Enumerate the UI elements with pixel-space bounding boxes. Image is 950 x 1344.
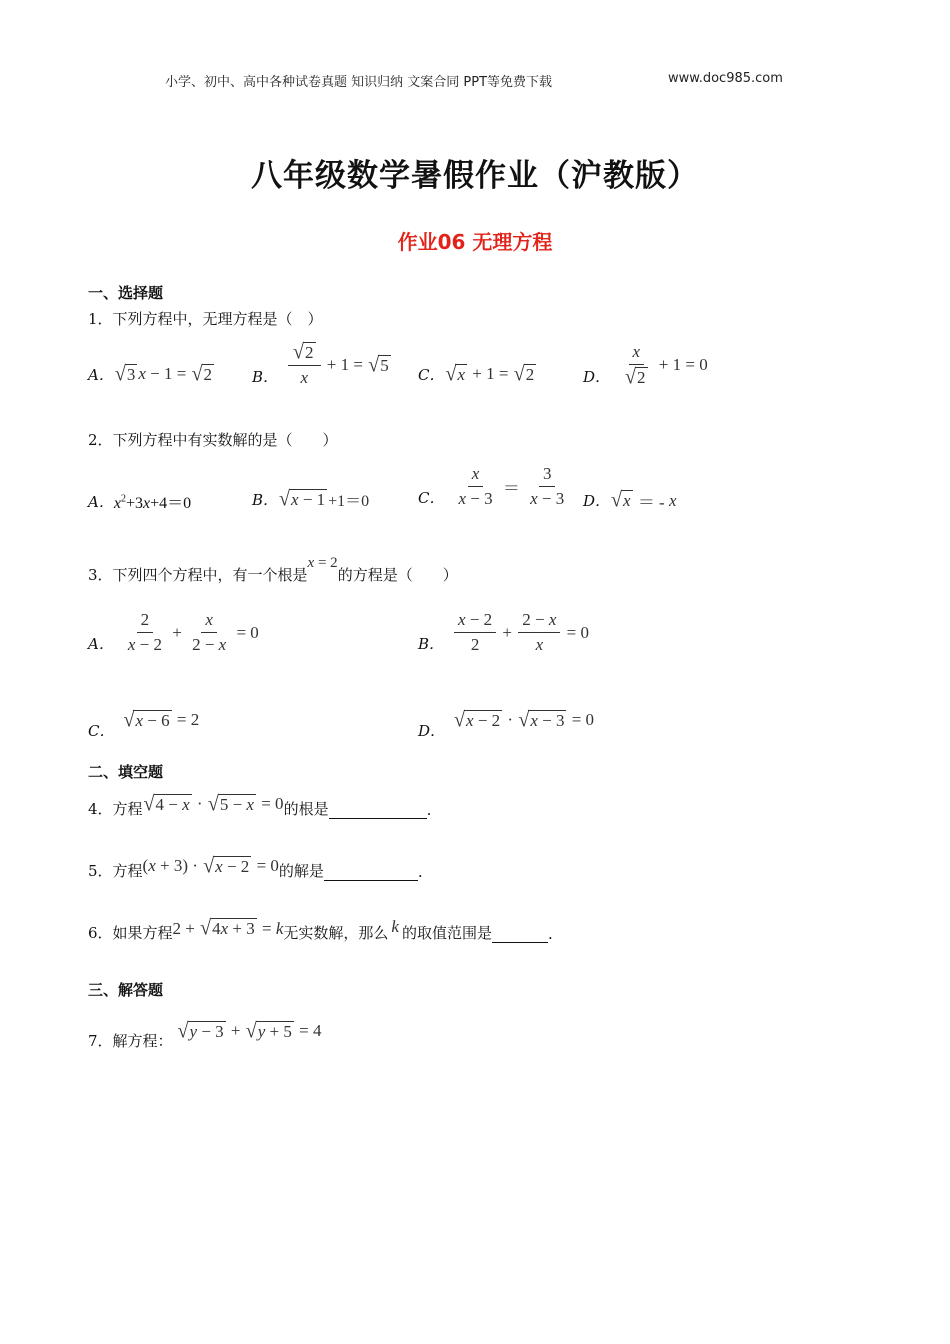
q5-post: 的解是 — [278, 861, 324, 880]
q2-option-c — [418, 464, 570, 510]
answer-blank[interactable] — [492, 942, 548, 943]
q1-option-c — [418, 364, 537, 385]
formula: √ x − 6 = 2 — [123, 708, 200, 732]
question-7 — [88, 1012, 321, 1051]
formula: $x^2+3x+4=0$ — [113, 493, 192, 512]
option-label: D． — [418, 722, 446, 740]
formula: √ y − 3 + √ y + 5 = 4 — [177, 1019, 322, 1043]
question-2-stem: 2．下列方程中有实数解的是（ ） — [88, 431, 338, 449]
q6-end: . — [547, 925, 553, 943]
answer-blank[interactable] — [329, 818, 427, 819]
formula: √ 4 − x · √ 5 − x = 0 — [143, 792, 284, 816]
option-label: B． — [418, 635, 445, 654]
q5-pre: 5．方程 — [88, 861, 143, 880]
formula: √ x − 2 · √ x − 3 = 0 — [454, 708, 595, 732]
q2-option-d — [583, 488, 677, 513]
answer-blank[interactable] — [324, 880, 418, 881]
q3-option-d — [418, 700, 594, 741]
formula-x-eq-2: x = 2 — [307, 555, 338, 571]
q1-option-d — [583, 342, 708, 389]
page-subtitle: 作业06 无理方程 — [397, 230, 553, 254]
question-4 — [88, 794, 431, 819]
q3-option-b — [418, 610, 589, 656]
question-6 — [88, 917, 553, 943]
q2-option-b — [252, 488, 369, 511]
formula-k: k — [391, 917, 399, 936]
q6-pre: 6．如果方程 — [88, 924, 173, 942]
q5-end: . — [417, 862, 423, 881]
q6-mid: 无实数解，那么 — [283, 924, 389, 942]
q6-post: 的取值范围是 — [401, 924, 492, 942]
q7-pre: 7．解方程： — [88, 1032, 173, 1050]
q3-option-c — [88, 700, 199, 741]
q3-stem-post: 的方程是（ ） — [337, 566, 458, 584]
section-heading-fill: 二、填空题 — [88, 763, 164, 781]
formula: √ 3 x − 1 = √ 2 — [114, 362, 213, 386]
question-3-stem — [88, 555, 458, 585]
formula: $\frac{2}{x - 2}$ + $\frac{x}{2 - x}$ = 0 — [127, 610, 259, 655]
formula: $\frac{x}{x - 3}$ ＝ $\frac{3}{x - 3}$ — [458, 464, 565, 509]
header-left-text: 小学、初中、高中各种试卷真题 知识归纳 文案合同 PPT等免费下载 — [165, 75, 553, 90]
q1-option-b — [252, 342, 392, 389]
q3-option-a — [88, 610, 259, 656]
q1-option-a — [88, 364, 215, 385]
section-heading-choice: 一、选择题 — [88, 284, 164, 302]
formula: 2 + √ 4x + 3 = k — [172, 916, 284, 940]
question-5 — [88, 856, 423, 881]
formula: x √ 2 + 1 = 0 — [625, 342, 708, 389]
option-label: B． — [252, 367, 279, 386]
option-label: C． — [418, 366, 445, 384]
option-label: C． — [88, 722, 115, 740]
option-label: A． — [88, 366, 114, 384]
q4-post: 的根是 — [283, 799, 329, 818]
header-url: www.doc985.com — [668, 71, 783, 86]
formula: √ x + 1 = √ 2 — [445, 362, 535, 386]
option-label: A． — [88, 635, 114, 654]
formula: $\frac{x - 2}{2}$ + $\frac{2 - x}{x}$ = 0 — [452, 610, 589, 656]
option-label: B． — [252, 491, 279, 509]
formula: √ 2 x + 1 = √ 5 — [286, 342, 392, 389]
page-title: 八年级数学暑假作业（沪教版） — [251, 158, 699, 194]
formula: √ x ＝ - x — [611, 488, 677, 512]
option-label: D． — [583, 492, 611, 510]
q2-option-a — [88, 490, 191, 513]
formula: ( x + 3) · √ x − 2 = 0 — [142, 854, 279, 878]
q4-pre: 4．方程 — [88, 799, 143, 818]
section-heading-solve: 三、解答题 — [88, 981, 164, 999]
option-label: A． — [88, 493, 114, 511]
q3-stem-pre: 3．下列四个方程中，有一个根是 — [88, 566, 308, 584]
q4-end: . — [426, 800, 432, 819]
option-label: C． — [418, 489, 445, 508]
formula: √ x − 1 +1＝0 — [279, 487, 370, 511]
question-1-stem: 1．下列方程中，无理方程是（ ） — [88, 310, 323, 328]
option-label: D． — [583, 367, 611, 386]
